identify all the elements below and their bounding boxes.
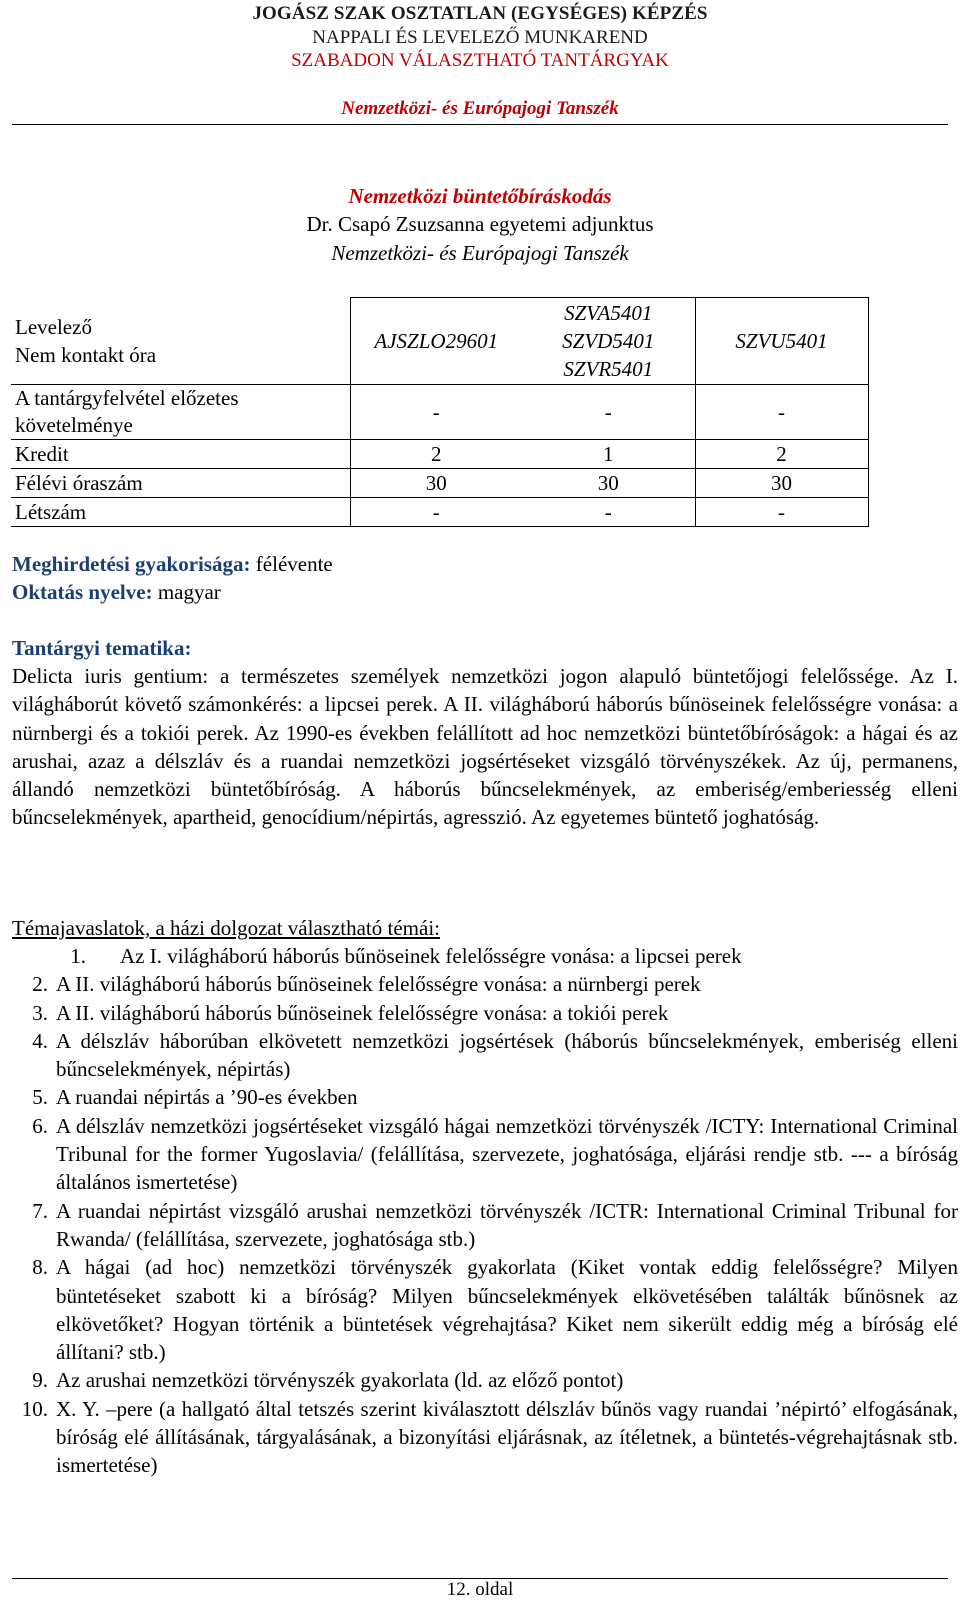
row-value: 30 (695, 469, 868, 498)
table-row (11, 385, 868, 440)
course-title: Nemzetközi büntetőbíráskodás (348, 184, 612, 208)
essay-topics-list (12, 942, 958, 1480)
row-label (11, 385, 350, 440)
list-item (12, 1027, 958, 1084)
row-value: - (350, 498, 522, 527)
page-number: 12. oldal (446, 1579, 514, 1600)
list-item-text: A hágai (ad hoc) nemzetközi törvényszék gyakorlata (Kiket vontak eddig felelősségre? Milyen büntetéseket szabott ki a bíróság? Milyen bűncselekmények elkövetésében találták bűnösnek az elkövetőket? Hogyan történik a büntetések végrehajtása? Kiket nem sikerült eddig még a bíróság elé állítani? stb.) (56, 1255, 958, 1365)
topics-label-line (12, 634, 958, 662)
row-label-line2: követelménye (15, 413, 133, 437)
list-item-text: Az arushai nemzetközi törvényszék gyakorlata (ld. az előző pontot) (56, 1368, 624, 1393)
head-label-line2: Nem kontakt óra (15, 342, 157, 367)
frequency-value: félévente (250, 552, 333, 576)
row-value: - (522, 498, 695, 527)
header-line-program: JOGÁSZ SZAK OSZTATLAN (EGYSÉGES) KÉPZÉS (252, 3, 708, 24)
language-label: Oktatás nyelve: (12, 580, 153, 604)
table-header-row (11, 298, 868, 385)
list-item (12, 970, 958, 998)
essay-topics-heading-line (12, 914, 958, 942)
list-item (12, 1197, 958, 1254)
topics-label: Tantárgyi tematika: (12, 636, 192, 660)
language-value: magyar (152, 580, 221, 604)
list-item-text: A II. világháború háborús bűnöseinek felelősségre vonása: a tokiói perek (56, 1000, 669, 1025)
head-code-1: AJSZLO29601 (350, 298, 522, 385)
course-lecturer: Dr. Csapó Zsuzsanna egyetemi adjunktus (306, 212, 654, 236)
row-label: Félévi óraszám (11, 469, 350, 498)
list-item-number: 10. (21, 1396, 48, 1421)
list-item-number: 7. (32, 1198, 48, 1223)
list-item (12, 1112, 958, 1197)
table-row (11, 440, 868, 469)
list-item-text: A ruandai népirtás a ’90-es években (56, 1085, 358, 1110)
header-line-schedule: NAPPALI ÉS LEVELEZŐ MUNKAREND (312, 27, 648, 48)
list-item-number: 4. (32, 1028, 48, 1053)
list-item-number: 1. (70, 944, 86, 968)
row-value: - (350, 385, 522, 440)
list-item-text: A II. világháború háborús bűnöseinek felelősségre vonása: a nürnbergi perek (56, 972, 701, 997)
table-row (11, 469, 868, 498)
row-value: 2 (350, 440, 522, 469)
row-value: - (522, 385, 695, 440)
header-divider (12, 124, 948, 125)
list-item (12, 1366, 958, 1394)
list-item-number: 2. (32, 972, 48, 997)
list-item (12, 1083, 958, 1111)
list-item-number: 6. (32, 1113, 48, 1138)
list-item (12, 942, 958, 970)
code-2a: SZVA5401 (564, 301, 653, 325)
code-2c: SZVR5401 (563, 357, 654, 381)
table-row (11, 498, 868, 527)
row-label-line1: A tantárgyfelvétel előzetes (15, 386, 239, 410)
row-value: - (695, 385, 868, 440)
row-value: 30 (522, 469, 695, 498)
row-value: 30 (350, 469, 522, 498)
list-item-text: Az I. világháború háborús bűnöseinek felelősségre vonása: a lipcsei perek (120, 944, 742, 968)
row-value: - (695, 498, 868, 527)
row-label: Létszám (11, 498, 350, 527)
list-item-number: 3. (32, 1000, 48, 1025)
course-codes-table (11, 297, 869, 527)
course-department: Nemzetközi- és Európajogi Tanszék (331, 241, 629, 265)
head-code-3: SZVU5401 (695, 298, 868, 385)
list-item (12, 999, 958, 1027)
header-department: Nemzetközi- és Európajogi Tanszék (341, 98, 619, 119)
list-item-number: 5. (32, 1085, 48, 1110)
list-item-text: X. Y. –pere (a hallgató által tetszés szerint kiválasztott délszláv bűnös vagy ruandai ’népirtó’ elfogásának, bíróság elé állításának, tárgyalásának, a bizonyítási eljárásnak, az ítéletnek, a büntetés-végrehajtásnak stb. ismertetése) (56, 1396, 958, 1478)
language-line (12, 578, 958, 606)
table-head-label (11, 298, 350, 385)
list-item (12, 1253, 958, 1366)
row-value: 1 (522, 440, 695, 469)
list-item-number: 9. (32, 1368, 48, 1393)
list-item-text: A délszláv nemzetközi jogsértéseket vizsgáló hágai nemzetközi törvényszék /ICTY: International Criminal Tribunal for the former Yugoslavia/ (felállítása, szervezete, joghatósága, eljárási rendje stb. --- a bíróság általános ismertetése) (56, 1113, 958, 1195)
list-item-text: A ruandai népirtást vizsgáló arushai nemzetközi törvényszék /ICTR: International Criminal Tribunal for Rwanda/ (felállítása, szervezete, joghatósága stb.) (56, 1198, 958, 1251)
head-code-2 (522, 298, 695, 385)
code-2b: SZVD5401 (562, 329, 655, 353)
essay-topics-heading: Témajavaslatok, a házi dolgozat választható témái: (12, 916, 440, 940)
header-line-elective: SZABADON VÁLASZTHATÓ TANTÁRGYAK (291, 50, 669, 71)
syllabus-paragraph: Delicta iuris gentium: a természetes személyek nemzetközi jogon alapuló büntetőjogi felelőssége. Az I. világháborút követő számonkérés: a lipcsei perek. A II. világháború háborús bűnöseinek felelősségre vonása: a nürnbergi és a tokiói perek. Az 1990-es években felállított ad hoc nemzetközi büntetőbíróságok: a hágai és az arushai, azaz a délszláv és a ruandai nemzetközi jogsértéseket vizsgáló törvényszékek. Az új, permanens, állandó nemzetközi büntetőbíróság. A háborús bűncselekmények, az emberiség/emberiesség elleni bűncselekmények, apartheid, genocídium/népirtás, agresszió. Az egyetemes büntető joghatóság. (12, 664, 958, 830)
row-label: Kredit (11, 440, 350, 469)
list-item-number: 8. (32, 1255, 48, 1280)
list-item-text: A délszláv háborúban elkövetett nemzetközi jogsértések (háborús bűncselekmények, emberiség elleni bűncselekmények, népirtás) (56, 1028, 958, 1082)
row-value: 2 (695, 440, 868, 469)
frequency-label: Meghirdetési gyakorisága: (12, 552, 251, 576)
frequency-line (12, 550, 958, 578)
list-item (12, 1395, 958, 1480)
head-label-line1: Levelező (15, 314, 92, 339)
